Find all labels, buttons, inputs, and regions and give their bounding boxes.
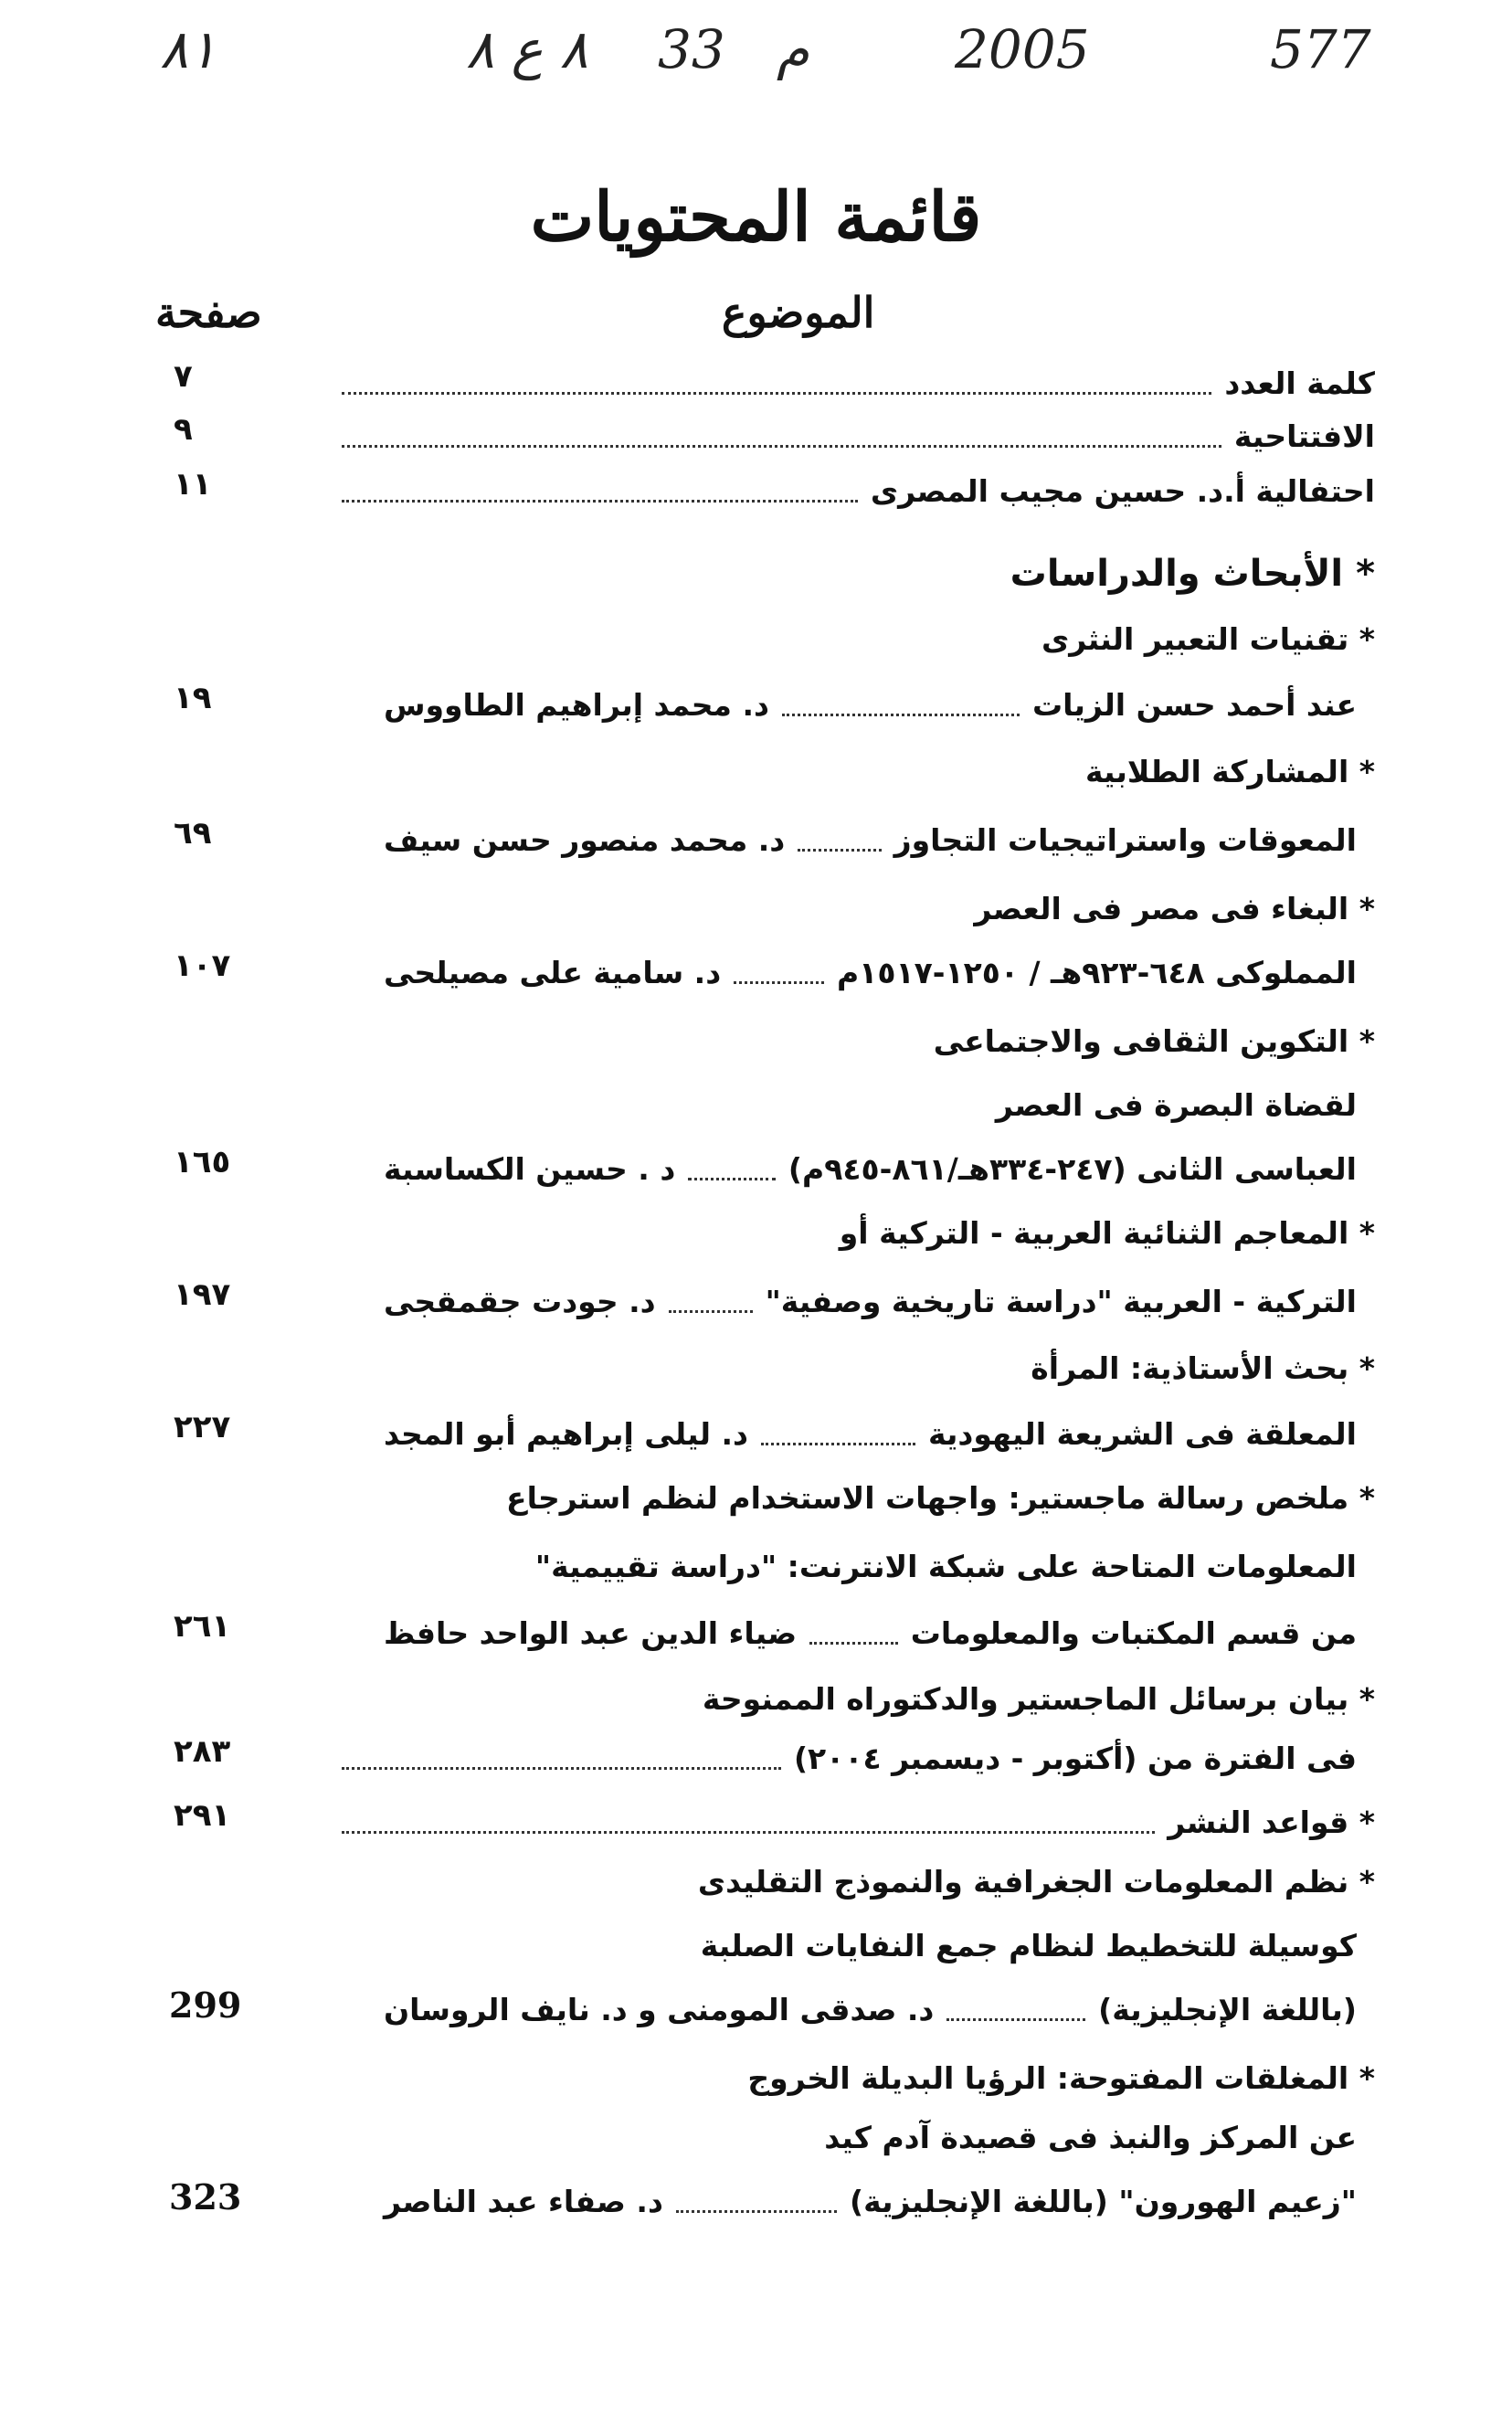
toc-page-number: ١٩ xyxy=(174,680,212,716)
toc-entry-title: كلمة العدد xyxy=(1224,365,1375,401)
dot-leader xyxy=(669,1309,753,1313)
toc-entry-author: ضياء الدين عبد الواحد حافظ xyxy=(384,1615,798,1651)
dot-leader xyxy=(342,444,1221,448)
toc-entry-author: د. محمد منصور حسن سيف xyxy=(384,822,786,858)
toc-entry-title: * تقنيات التعبير النثرى xyxy=(1041,621,1375,657)
toc-entry xyxy=(329,1087,1357,1142)
toc-entry-author: د. صدقى المومنى و د. نايف الروسان xyxy=(384,1992,935,2027)
page-title: قائمة المحتويات xyxy=(530,178,982,257)
handwritten-note: 33 xyxy=(658,18,725,80)
toc-entry-title: عن المركز والنبذ فى قصيدة آدم كيد xyxy=(824,2120,1357,2155)
toc-page-number: 323 xyxy=(169,2176,242,2217)
toc-entry xyxy=(329,1615,1357,1670)
toc-entry-title: * بحث الأستاذية: المرأة xyxy=(1031,1350,1375,1386)
toc-entry xyxy=(329,955,1357,1010)
toc-entry xyxy=(329,2184,1357,2238)
toc-page-number: ١٦٥ xyxy=(174,1144,231,1180)
toc-entry-title: * قواعد النشر xyxy=(1168,1804,1375,1840)
toc-entry-title: عند أحمد حسن الزيات xyxy=(1031,687,1357,723)
toc-entry xyxy=(329,1023,1375,1078)
toc-entry-author: د . حسين الكساسبة xyxy=(384,1151,676,1187)
toc-entry xyxy=(329,1215,1375,1270)
dot-leader xyxy=(342,391,1211,395)
handwritten-note: 577 xyxy=(1270,18,1371,80)
toc-entry xyxy=(329,1864,1375,1919)
column-header-subject: الموضوع xyxy=(722,288,875,337)
toc-entry-author: د. صفاء عبد الناصر xyxy=(384,2184,663,2219)
dot-leader xyxy=(809,1641,898,1645)
toc-entry-title: التركية - العربية "دراسة تاريخية وصفية" xyxy=(765,1284,1357,1319)
toc-entry xyxy=(329,1928,1357,1983)
toc-entry xyxy=(329,473,1375,528)
dot-leader xyxy=(676,2209,837,2213)
toc-entry-title: لقضاة البصرة فى العصر xyxy=(995,1087,1357,1123)
toc-entry-title: * نظم المعلومات الجغرافية والنموذج التقليدى xyxy=(697,1864,1375,1900)
toc-entry xyxy=(329,1681,1375,1736)
toc-entry-title: المملوكى ٦٤٨-٩٢٣هـ / ١٢٥٠-١٥١٧م xyxy=(836,955,1357,990)
toc-entry xyxy=(329,822,1357,877)
toc-entry-title: * المشاركة الطلابية xyxy=(1084,754,1375,789)
toc-entry xyxy=(329,1284,1357,1339)
dot-leader xyxy=(342,499,858,503)
toc-entry-title: المعلومات المتاحة على شبكة الانترنت: "دراسة تقييمية" xyxy=(534,1549,1357,1584)
toc-entry-title: المعوقات واستراتيجيات التجاوز xyxy=(893,822,1357,858)
toc-entry xyxy=(329,621,1375,676)
handwritten-note: ٨ ع ٨ xyxy=(466,18,588,80)
toc-entry-title: كوسيلة للتخطيط لنظام جمع النفايات الصلبة xyxy=(700,1928,1357,1963)
toc-entry-title: المعلقة فى الشريعة اليهودية xyxy=(928,1416,1357,1452)
toc-entry xyxy=(329,891,1375,946)
toc-entry xyxy=(329,1741,1357,1795)
toc-entry xyxy=(329,418,1375,473)
toc-page-number: ١٩٧ xyxy=(174,1276,231,1313)
toc-entry xyxy=(329,1350,1375,1405)
toc-entry xyxy=(329,754,1375,809)
dot-leader xyxy=(342,1830,1155,1834)
toc-entry-title: العباسى الثانى (٢٤٧-٣٣٤هـ/٨٦١-٩٤٥م) xyxy=(788,1151,1357,1187)
toc-page-number: ٢٨٣ xyxy=(174,1733,231,1770)
toc-entry-title: * المغلقات المفتوحة: الرؤيا البديلة الخروج xyxy=(747,2060,1375,2096)
toc-entry-title: من قسم المكتبات والمعلومات xyxy=(910,1615,1357,1651)
toc-entry-title: الافتتاحية xyxy=(1233,418,1375,454)
toc-entry-title: * بيان برسائل الماجستير والدكتوراه الممنوحة xyxy=(702,1681,1375,1717)
dot-leader xyxy=(734,980,824,984)
toc-page-number: ٢٦١ xyxy=(174,1608,231,1645)
toc-entry-author: د. سامية على مصيلحى xyxy=(384,955,722,990)
column-header-page: صفحة xyxy=(155,288,262,337)
toc-entry-author: د. ليلى إبراهيم أبو المجد xyxy=(384,1416,748,1452)
handwritten-note: 2005 xyxy=(955,18,1090,80)
toc-entry xyxy=(329,553,1375,608)
toc-entry-author: د. جودت جقمقجى xyxy=(384,1284,656,1319)
handwritten-note: م xyxy=(777,18,809,80)
toc-entry xyxy=(329,2120,1357,2175)
toc-entry-title: * المعاجم الثنائية العربية - التركية أو xyxy=(839,1215,1375,1251)
toc-page-number: ٢٢٧ xyxy=(174,1409,231,1445)
dot-leader xyxy=(946,2017,1085,2021)
toc-page-number: ٢٩١ xyxy=(174,1797,231,1834)
toc-entry xyxy=(329,1992,1357,2047)
toc-entry xyxy=(329,1151,1357,1206)
handwritten-note: ٨١ xyxy=(160,18,217,80)
toc-entry-title: فى الفترة من (أكتوبر - ديسمبر ٢٠٠٤) xyxy=(793,1741,1357,1776)
toc-entry-author: د. محمد إبراهيم الطاووس xyxy=(384,687,769,723)
dot-leader xyxy=(688,1177,776,1180)
dot-leader xyxy=(342,1766,781,1770)
toc-page-number: ٩ xyxy=(174,411,193,448)
toc-entry-title: احتفالية أ.د. حسين مجيب المصرى xyxy=(870,473,1375,509)
toc-entry xyxy=(329,1549,1357,1603)
toc-page-number: ٦٩ xyxy=(174,815,212,852)
toc-entry-title: * البغاء فى مصر فى العصر xyxy=(974,891,1375,926)
toc-page-number: 299 xyxy=(169,1984,242,2026)
toc-entry xyxy=(329,1804,1375,1859)
toc-entry-title: "زعيم الهورون" (باللغة الإنجليزية) xyxy=(850,2184,1357,2219)
toc-page-number: ٧ xyxy=(174,358,193,395)
dot-leader xyxy=(761,1442,915,1445)
toc-entry-title: * الأبحاث والدراسات xyxy=(1010,553,1375,595)
toc-entry-title: (باللغة الإنجليزية) xyxy=(1098,1992,1357,2027)
toc-entry-title: * التكوين الثقافى والاجتماعى xyxy=(933,1023,1375,1059)
dot-leader xyxy=(798,848,881,852)
toc-entry xyxy=(329,365,1375,420)
dot-leader xyxy=(782,713,1020,716)
toc-entry-title: * ملخص رسالة ماجستير: واجهات الاستخدام لنظم استرجاع xyxy=(506,1480,1375,1516)
toc-page-number: ١٠٧ xyxy=(174,947,231,984)
toc-entry xyxy=(329,2060,1375,2115)
toc-entry xyxy=(329,1480,1375,1535)
toc-entry xyxy=(329,687,1357,742)
toc-page-number: ١١ xyxy=(174,466,212,503)
toc-entry xyxy=(329,1416,1357,1471)
